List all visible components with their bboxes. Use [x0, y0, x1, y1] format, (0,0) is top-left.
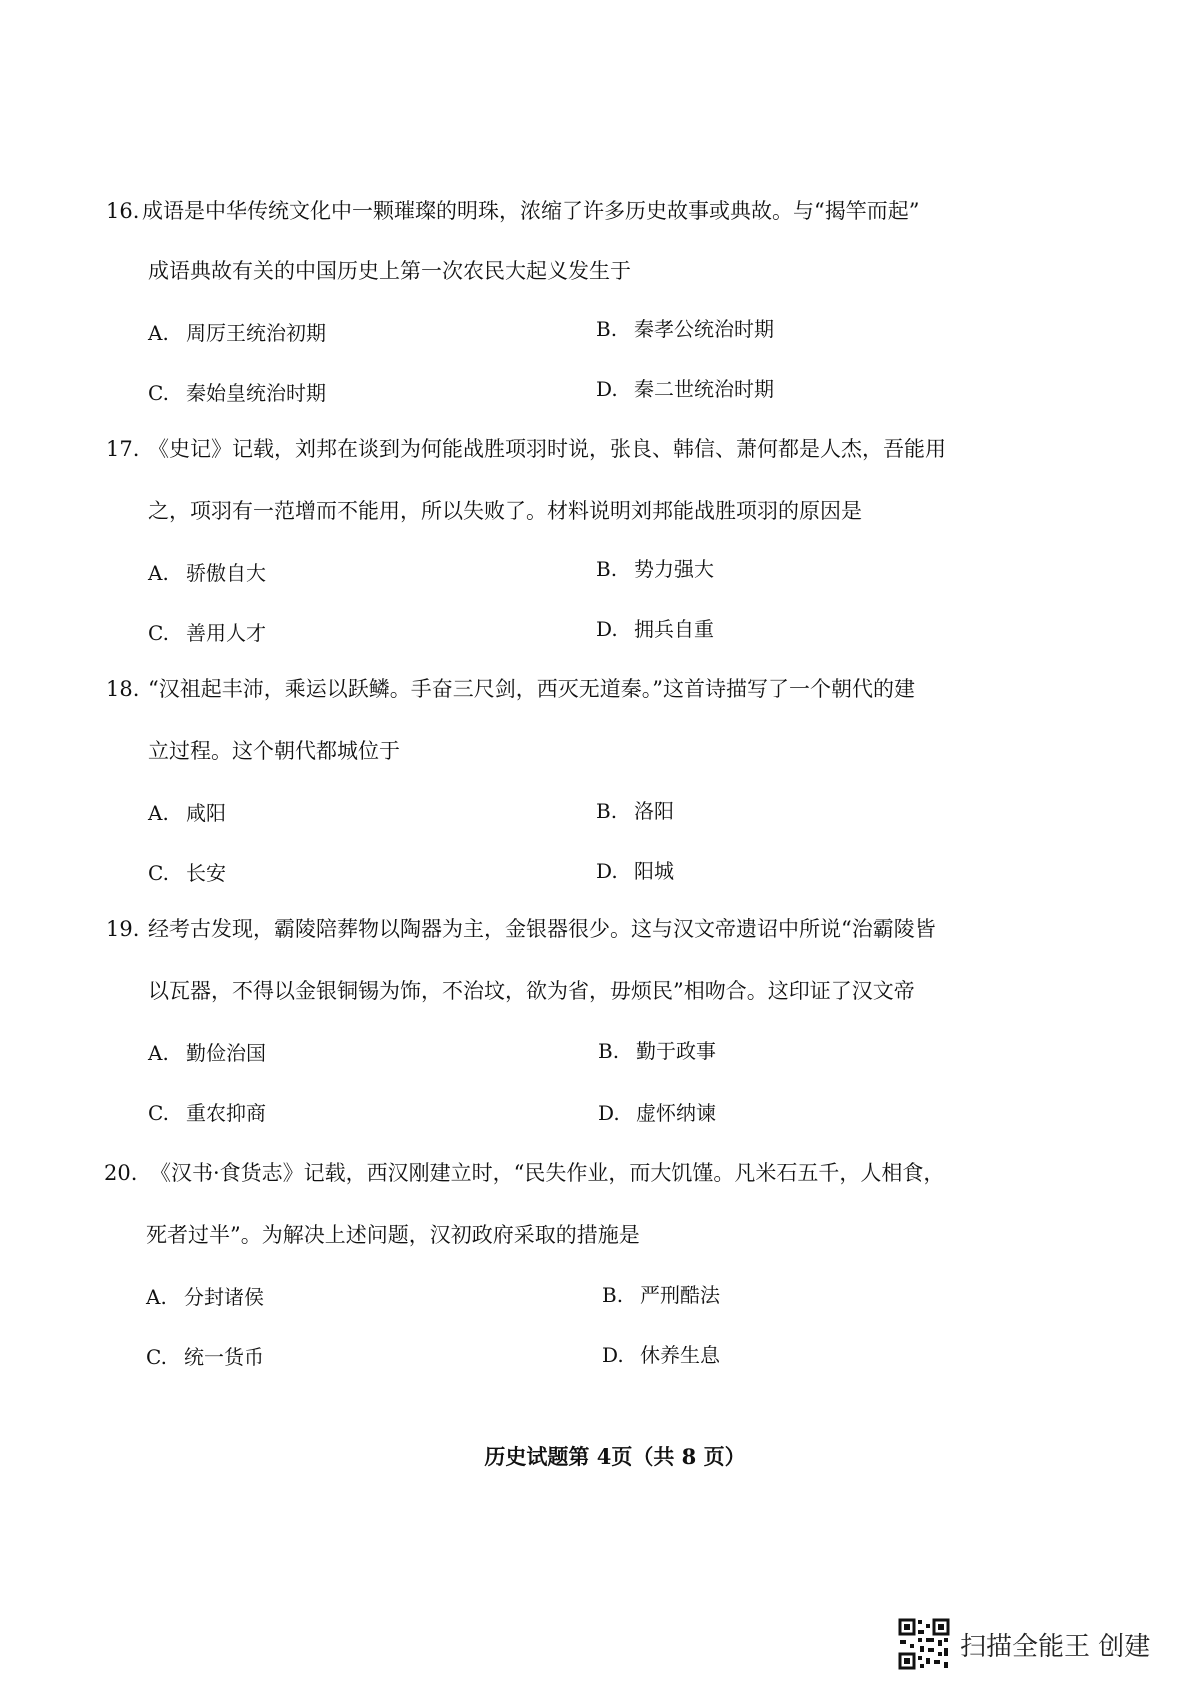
option-b: B. 勤于政事 — [598, 1039, 716, 1063]
question-number: 20. — [104, 1161, 138, 1185]
question-number: 18. — [106, 677, 140, 701]
qr-code-icon — [898, 1618, 950, 1670]
option-c: C. 重农抑商 — [148, 1101, 266, 1125]
scanner-watermark — [898, 1618, 1150, 1670]
option-c: C. 统一货币 — [146, 1345, 264, 1369]
option-b: B. 秦孝公统治时期 — [596, 317, 774, 341]
question-stem-line: 死者过半”。为解决上述问题，汉初政府采取的措施是 — [146, 1223, 640, 1247]
question-stem-text: 《汉书·食货志》记载，西汉刚建立时，“民失作业，而大饥馑。凡米石五千，人相食， — [150, 1161, 945, 1185]
question-stem-text: “汉祖起丰沛，乘运以跃鳞。手奋三尺剑，西灭无道秦。”这首诗描写了一个朝代的建 — [148, 677, 915, 701]
option-a: A. 咸阳 — [148, 801, 226, 825]
question-stem-line: 立过程。这个朝代都城位于 — [148, 739, 400, 763]
option-c: C. 秦始皇统治时期 — [148, 381, 326, 405]
option-a: A. 分封诸侯 — [146, 1285, 264, 1309]
question-stem-line — [104, 1160, 944, 1186]
option-d: D. 休养生息 — [602, 1343, 720, 1367]
option-a: A. 骄傲自大 — [148, 561, 266, 585]
question-stem-text: 《史记》记载，刘邦在谈到为何能战胜项羽时说，张良、韩信、萧何都是人杰，吾能用 — [148, 437, 946, 461]
question-stem-line — [106, 198, 919, 224]
question-stem-line — [106, 676, 915, 702]
question-stem-line: 之，项羽有一范增而不能用，所以失败了。材料说明刘邦能战胜项羽的原因是 — [148, 499, 862, 523]
option-a: A. 周厉王统治初期 — [148, 321, 326, 345]
page-footer — [0, 1444, 1190, 1470]
option-b: B. 势力强大 — [596, 557, 714, 581]
option-c: C. 善用人才 — [148, 621, 266, 645]
option-d: D. 拥兵自重 — [596, 617, 714, 641]
option-a: A. 勤俭治国 — [148, 1041, 266, 1065]
question-stem-line: 以瓦器，不得以金银铜锡为饰，不治坟，欲为省，毋烦民”相吻合。这印证了汉文帝 — [148, 979, 915, 1003]
question-number: 19. — [106, 917, 140, 941]
option-c: C. 长安 — [148, 861, 226, 885]
question-stem-line — [106, 916, 936, 942]
option-b: B. 严刑酷法 — [602, 1283, 720, 1307]
option-d: D. 秦二世统治时期 — [596, 377, 774, 401]
option-b: B. 洛阳 — [596, 799, 674, 823]
question-stem-text: 成语是中华传统文化中一颗璀璨的明珠，浓缩了许多历史故事或典故。与“揭竿而起” — [142, 199, 920, 223]
question-stem-line: 成语典故有关的中国历史上第一次农民大起义发生于 — [148, 259, 631, 283]
page-number-label: 历史试题第 4页（共 8 页） — [484, 1444, 746, 1469]
watermark-text: 扫描全能王 创建 — [960, 1631, 1151, 1662]
question-number: 16. — [106, 199, 140, 223]
question-number: 17. — [106, 437, 140, 461]
option-d: D. 虚怀纳谏 — [598, 1101, 716, 1125]
question-stem-text: 经考古发现，霸陵陪葬物以陶器为主，金银器很少。这与汉文帝遗诏中所说“治霸陵皆 — [148, 917, 936, 941]
question-stem-line — [106, 436, 946, 462]
option-d: D. 阳城 — [596, 859, 674, 883]
